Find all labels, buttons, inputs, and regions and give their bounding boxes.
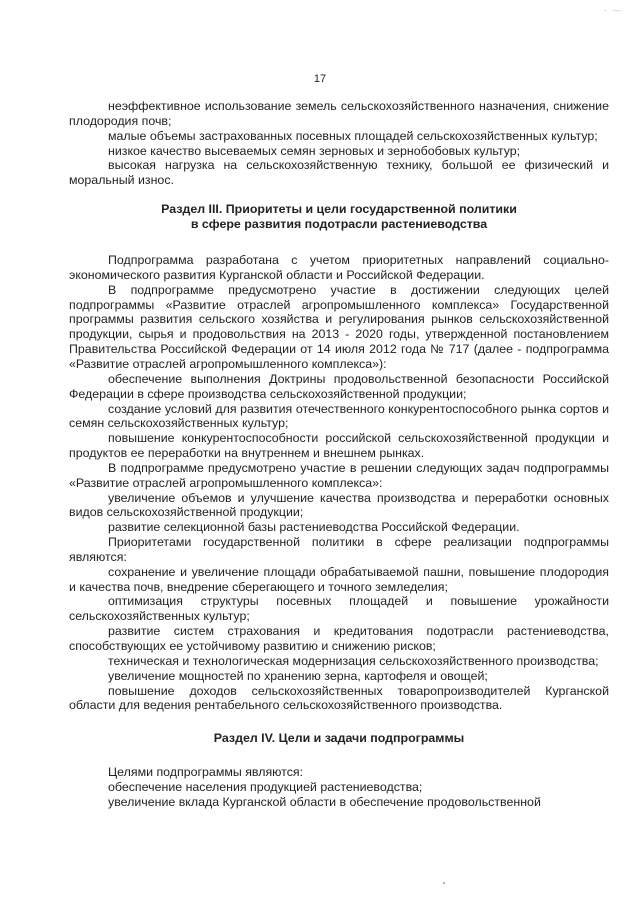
section-4-paragraph: обеспечение населения продукцией растениеводства;: [108, 780, 423, 795]
section-3-paragraph: повышение конкурентоспособности российской сельскохозяйственной продукции и продуктов ее переработки на внутреннем и внешнем рынках.: [69, 431, 609, 461]
section-3-paragraph: создание условий для развития отечественного конкурентоспособного рынка сортов и семян сельскохозяйственных культур;: [69, 401, 609, 431]
section-3-paragraph: развитие селекционной базы растениеводства Российской Федерации.: [108, 520, 520, 535]
scan-corner-mark: - —: [604, 6, 623, 15]
section-3-title-line2: в сфере развития подотрасли растениеводства: [190, 217, 488, 232]
section-3-paragraph: В подпрограмме предусмотрено участие в решении следующих задач подпрограммы «Развитие отраслей агропромышленного комплекса»:: [69, 460, 609, 490]
page-number: 17: [313, 73, 327, 85]
section-4-paragraph: Целями подпрограммы являются:: [108, 765, 304, 780]
intro-paragraph: малые объемы застрахованных посевных площадей сельскохозяйственных культур;: [108, 128, 598, 143]
section-3-paragraph: техническая и технологическая модернизация сельскохозяйственного производства;: [108, 653, 599, 668]
intro-list: [69, 99, 609, 188]
section-3-paragraph: увеличение мощностей по хранению зерна, картофеля и овощей;: [108, 668, 488, 683]
section-3-paragraph: Приоритетами государственной политики в сфере реализации подпрограммы являются:: [69, 535, 609, 564]
document-body: [69, 99, 609, 810]
section-3-body: [69, 253, 609, 713]
scan-speck: [443, 882, 445, 884]
intro-paragraph: низкое качество высеваемых семян зерновых и зернобобовых культур;: [108, 143, 521, 158]
section-3-title-line1: Раздел III. Приоритеты и цели государственной политики: [161, 202, 517, 217]
section-3-paragraph: В подпрограмме предусмотрено участие в достижении следующих целей подпрограммы «Развитие отраслей агропромышленного комплекса» Государственной программы развития сельского хозяйства и регулирования рынков сельскохозяйственной продукции, сырья и продовольствия на 2013 - 2020 годы, утвержденной постановлением Правительства Российской Федерации от 14 июля 2012 года № 717 (далее - подпрограмма «Развитие отраслей агропромышленного комплекса»):: [69, 282, 609, 371]
intro-paragraph: высокая нагрузка на сельскохозяйственную технику, большой ее физический и моральный износ.: [69, 158, 609, 188]
section-3-paragraph: оптимизация структуры посевных площадей и повышение урожайности сельскохозяйственных культур;: [69, 594, 609, 624]
section-3-heading: [69, 202, 609, 232]
section-3-paragraph: увеличение объемов и улучшение качества производства и переработки основных видов сельскохозяйственной продукции;: [69, 490, 609, 520]
section-4-body: [69, 765, 609, 810]
section-3-paragraph: развитие систем страхования и кредитования подотрасли растениеводства, способствующих ее устойчивому развитию и снижению рисков;: [69, 624, 609, 653]
section-4-paragraph: увеличение вклада Курганской области в обеспечение продовольственной: [108, 794, 541, 809]
section-3-paragraph: повышение доходов сельскохозяйственных товаропроизводителей Курганской области для ведения рентабельного сельскохозяйственного производства.: [69, 683, 609, 713]
section-3-paragraph: сохранение и увеличение площади обрабатываемой пашни, повышение плодородия и качества почв, внедрение сберегающего и точного земледелия;: [69, 564, 609, 594]
section-4-heading: Раздел IV. Цели и задачи подпрограммы: [213, 731, 465, 746]
section-3-paragraph: обеспечение выполнения Доктрины продовольственной безопасности Российской Федерации в сфере производства сельскохозяйственной продукции;: [69, 371, 609, 401]
section-3-paragraph: Подпрограмма разработана с учетом приоритетных направлений социально-экономического развития Курганской области и Российской Федерации.: [69, 253, 609, 282]
intro-paragraph: неэффективное использование земель сельскохозяйственного назначения, снижение плодородия почв;: [69, 99, 609, 128]
